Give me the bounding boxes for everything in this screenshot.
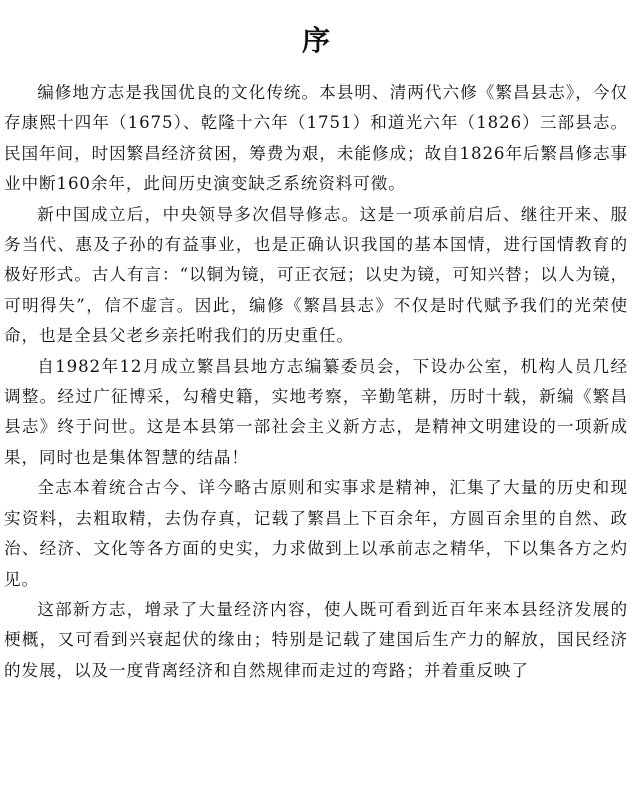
paragraph-1: 编修地方志是我国优良的文化传统。本县明、清两代六修《繁昌县志》，今仅存康熙十四年（1675）、乾隆十六年（1751）和道光六年（1826）三部县志。民国年间，时因繁昌经济贫困，筹费为艰，未能修成；故自1826年后繁昌修志事业中断160余年，此间历史演变缺乏系统资料可徵。 <box>4 83 628 194</box>
paragraph-5: 这部新方志，增录了大量经济内容，使人既可看到近百年来本县经济发展的梗概，又可看到兴衰起伏的缘由；特别是记载了建国后生产力的解放，国民经济的发展，以及一度背离经济和自然规律而走过的弯路；并着重反映了 <box>4 599 628 680</box>
preface-body <box>4 78 628 686</box>
paragraph-3: 自1982年12月成立繁昌县地方志编纂委员会，下设办公室，机构人员几经调整。经过广征博采，勾稽史籍，实地考察，辛勤笔耕，历时十载，新编《繁昌县志》终于问世。这是本县第一部社会主义新方志，是精神文明建设的一项新成果，同时也是集体智慧的结晶！ <box>4 356 628 467</box>
paragraph-2: 新中国成立后，中央领导多次倡导修志。这是一项承前启后、继往开来、服务当代、惠及子孙的有益事业，也是正确认识我国的基本国情，进行国情教育的极好形式。古人有言：“以铜为镜，可正衣冠；以史为镜，可知兴替；以人为镜，可明得失”，信不虚言。因此，编修《繁昌县志》不仅是时代赋予我们的光荣使命，也是全县父老乡亲托咐我们的历史重任。 <box>4 204 628 346</box>
paragraph-4: 全志本着统合古今、详今略古原则和实事求是精神，汇集了大量的历史和现实资料，去粗取精，去伪存真，记载了繁昌上下百余年，方圆百余里的自然、政治、经济、文化等各方面的史实，力求做到上以承前志之精华，下以集各方之灼见。 <box>4 478 628 589</box>
preface-title: 序 <box>301 23 330 57</box>
